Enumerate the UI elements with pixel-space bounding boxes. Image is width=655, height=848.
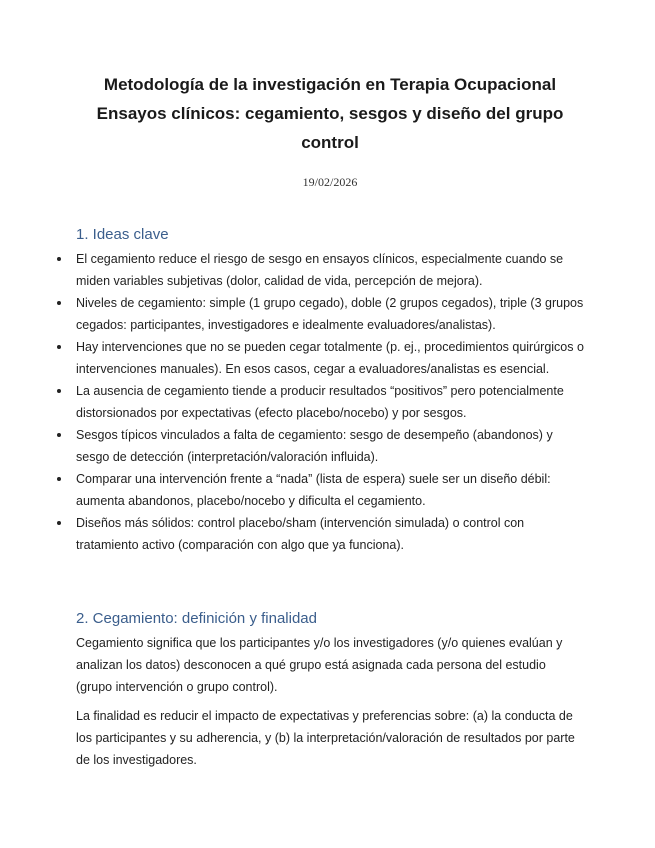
list-item: Hay intervenciones que no se pueden cegar totalmente (p. ej., procedimientos quirúrgicos o intervenciones manuales). En esos casos, cegar a evaluadores/analistas es esencial.: [76, 336, 584, 380]
document-date: 19/02/2026: [302, 175, 358, 189]
list-item: Comparar una intervención frente a “nada” (lista de espera) suele ser un diseño débil: aumenta abandonos, placebo/nocebo y dificulta el cegamiento.: [76, 468, 584, 512]
list-item: El cegamiento reduce el riesgo de sesgo en ensayos clínicos, especialmente cuando se miden variables subjetivas (dolor, calidad de vida, percepción de mejora).: [76, 248, 584, 292]
ideas-clave-list: [76, 248, 584, 556]
title-line-2: Ensayos clínicos: cegamiento, sesgos y diseño del grupo: [96, 104, 564, 123]
list-item: Niveles de cegamiento: simple (1 grupo cegado), doble (2 grupos cegados), triple (3 grupos cegados: participantes, investigadores e idealmente evaluadores/analistas).: [76, 292, 584, 336]
section-heading-ideas-clave: 1. Ideas clave: [76, 226, 169, 243]
paragraph-definition: Cegamiento significa que los participantes y/o los investigadores (y/o quienes evalúan y analizan los datos) desconocen a qué grupo está asignada cada persona del estudio (grupo intervención o grupo control).: [76, 636, 563, 694]
paragraph-purpose: La finalidad es reducir el impacto de expectativas y preferencias sobre: (a) la conducta de los participantes y su adherencia, y (b) la interpretación/valoración de resultados por parte de los investigadores.: [76, 709, 575, 767]
list-item: Sesgos típicos vinculados a falta de cegamiento: sesgo de desempeño (abandonos) y sesgo de detección (interpretación/valoración influida).: [76, 424, 584, 468]
title-line-1: Metodología de la investigación en Terapia Ocupacional: [103, 75, 557, 94]
list-item: La ausencia de cegamiento tiende a producir resultados “positivos” pero potencialmente distorsionados por expectativas (efecto placebo/nocebo) y por sesgos.: [76, 380, 584, 424]
document-title: [60, 70, 600, 157]
list-item: Diseños más sólidos: control placebo/sham (intervención simulada) o control con tratamiento activo (comparación con algo que ya funciona).: [76, 512, 584, 556]
title-line-3: control: [301, 133, 359, 152]
section-heading-cegamiento: 2. Cegamiento: definición y finalidad: [76, 610, 317, 627]
